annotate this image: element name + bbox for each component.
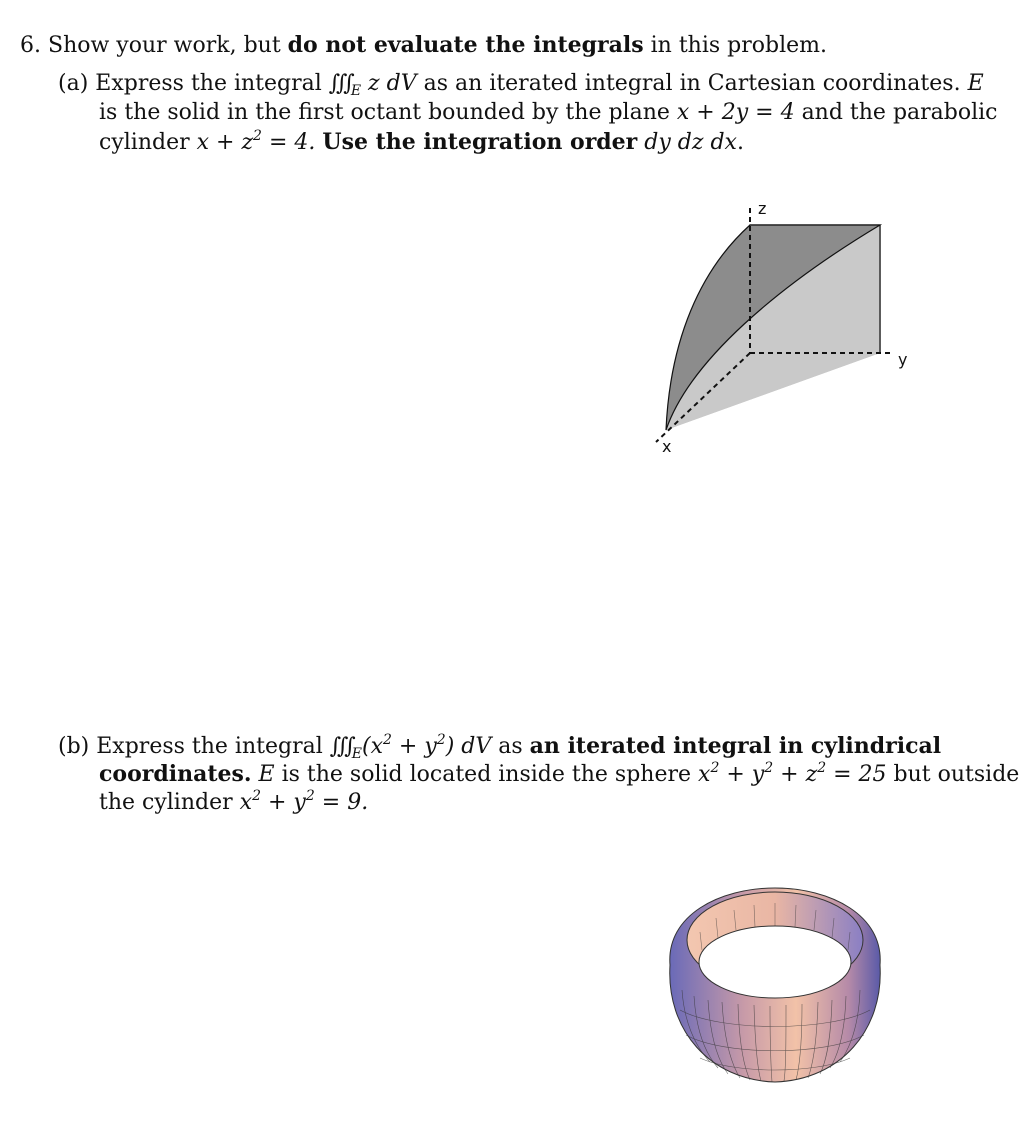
integration-order: dy dz dx bbox=[644, 130, 737, 155]
triple-integral-sign: ∭ bbox=[329, 734, 352, 759]
solid-figure-a bbox=[640, 190, 920, 470]
integrand: z dV bbox=[368, 71, 417, 96]
region-subscript: E bbox=[350, 83, 362, 99]
part-b-line-1 bbox=[58, 732, 941, 761]
part-b-text: as bbox=[498, 734, 523, 759]
x-axis-label: x bbox=[662, 437, 672, 456]
sphere-equation: $x^2 + y^2 + z^2 = 25$ bbox=[698, 760, 887, 787]
part-b-line-2 bbox=[99, 760, 1019, 789]
part-a-label: (a) bbox=[58, 71, 89, 96]
spherical-band-figure bbox=[660, 870, 890, 1092]
integrand: $(x^2 + y^2)$ dV bbox=[362, 732, 492, 759]
z-axis-label: z bbox=[758, 199, 767, 218]
part-b-label: (b) bbox=[58, 734, 90, 759]
plane-equation: x + 2y = 4 bbox=[676, 100, 795, 125]
part-b-bold: an iterated integral in cylindrical bbox=[529, 733, 942, 759]
part-b-var: E bbox=[258, 762, 275, 787]
band-hole bbox=[699, 926, 851, 998]
problem-intro-bold: do not evaluate the integrals bbox=[287, 32, 644, 58]
part-a-line-2 bbox=[99, 99, 998, 127]
part-b-bold: coordinates. bbox=[99, 761, 252, 787]
part-a-line-1 bbox=[58, 70, 984, 98]
triple-integral-sign: ∭ bbox=[328, 71, 351, 96]
part-b-text: the cylinder bbox=[99, 790, 233, 815]
problem-heading bbox=[20, 31, 827, 60]
cylinder-equation: $x + z^2 = 4$. bbox=[196, 128, 316, 155]
part-a-text: as an iterated integral in Cartesian coordinates. bbox=[423, 71, 961, 96]
part-a-text: Express the integral bbox=[95, 71, 322, 96]
part-a-line-3: cylinder $x + z^2 = 4$. Use the integration order dy dz dx. bbox=[99, 128, 744, 155]
problem-intro: Show your work, but bbox=[48, 33, 281, 58]
part-b-text: but outside bbox=[893, 762, 1019, 787]
part-b-text: is the solid located inside the sphere bbox=[281, 762, 692, 787]
part-a-text: is the solid in the first octant bounded by the plane bbox=[99, 100, 670, 125]
problem-number: 6. bbox=[20, 33, 41, 58]
problem-intro-end: in this problem. bbox=[650, 33, 828, 58]
part-a-text: and the parabolic bbox=[801, 100, 998, 125]
part-a-var: E bbox=[967, 71, 984, 96]
y-axis-label: y bbox=[898, 350, 908, 369]
region-subscript: E bbox=[351, 746, 362, 762]
cylinder-equation: $x^2 + y^2 = 9$. bbox=[239, 788, 369, 815]
part-b-text: Express the integral bbox=[96, 734, 323, 759]
part-a-bold: Use the integration order bbox=[322, 129, 638, 155]
part-b-line-3 bbox=[99, 789, 368, 817]
part-a-text: cylinder bbox=[99, 130, 190, 155]
